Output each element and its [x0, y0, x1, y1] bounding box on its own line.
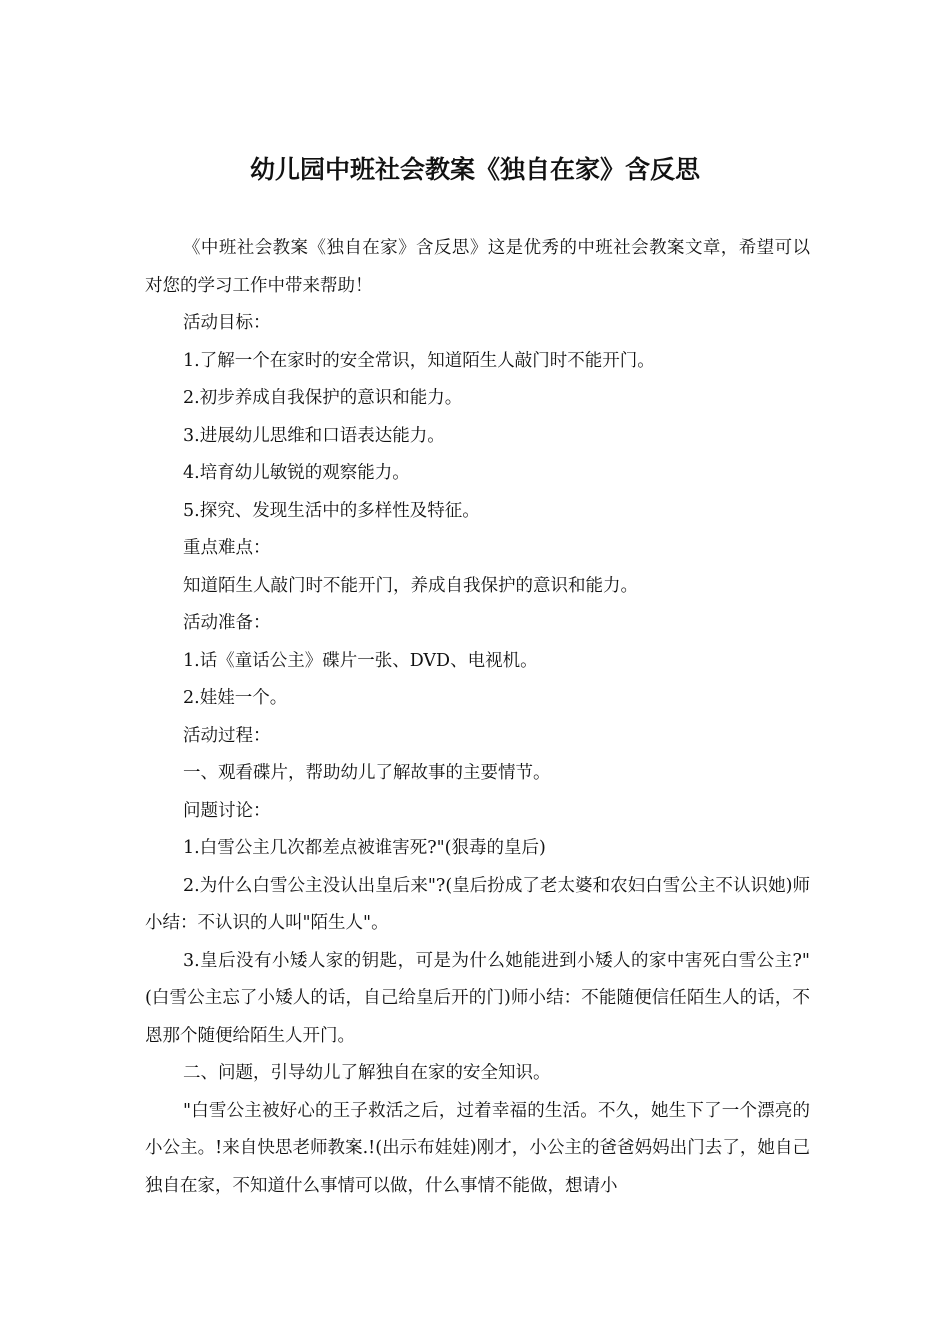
document-title: 幼儿园中班社会教案《独自在家》含反思: [249, 155, 700, 184]
section-heading-goals: 活动目标：: [183, 313, 271, 333]
process-step: 二、问题，引导幼儿了解独自在家的安全知识。: [183, 1063, 551, 1083]
goal-item: 4.培育幼儿敏锐的观察能力。: [183, 463, 410, 483]
document-body: [145, 230, 810, 1205]
preparation-item: 2.娃娃一个。: [183, 688, 288, 708]
section-heading-preparation: 活动准备：: [183, 613, 271, 633]
process-step: 一、观看碟片，帮助幼儿了解故事的主要情节。: [183, 763, 551, 783]
section-heading-key-points: 重点难点：: [183, 538, 271, 558]
goal-item: 2.初步养成自我保护的意识和能力。: [183, 388, 463, 408]
preparation-item: 1.话《童话公主》碟片一张、DVD、电视机。: [183, 650, 538, 671]
discussion-item: 3.皇后没有小矮人家的钥匙，可是为什么她能进到小矮人的家中害死白雪公主?"(白雪公主忘了小矮人的话，自己给皇后开的门)师小结：不能随便信任陌生人的话，不恩那个随便给陌生人开门。: [145, 950, 810, 1046]
goal-item: 3.进展幼儿思维和口语表达能力。: [183, 425, 445, 446]
discussion-item: 2.为什么白雪公主没认出皇后来"?(皇后扮成了老太婆和农妇白雪公主不认识她)师小结：不认识的人叫"陌生人"。: [145, 875, 810, 933]
story-paragraph: "白雪公主被好心的王子救活之后，过着幸福的生活。不久，她生下了一个漂亮的小公主。!来自快思老师教案.!(出示布娃娃)刚才，小公主的爸爸妈妈出门去了，她自己独自在家，不知道什么事情可以做，什么事情不能做，想请小: [145, 1100, 810, 1196]
goal-item: 5.探究、发现生活中的多样性及特征。: [183, 500, 480, 521]
goal-item: 1.了解一个在家时的安全常识，知道陌生人敲门时不能开门。: [183, 350, 655, 371]
discussion-item: 1.白雪公主几次都差点被谁害死?"(狠毒的皇后): [183, 838, 546, 858]
discussion-heading: 问题讨论：: [183, 800, 271, 821]
key-points-text: 知道陌生人敲门时不能开门，养成自我保护的意识和能力。: [183, 575, 638, 596]
section-heading-process: 活动过程：: [183, 725, 271, 746]
intro-paragraph: 《中班社会教案《独自在家》含反思》这是优秀的中班社会教案文章，希望可以对您的学习工作中带来帮助！: [145, 238, 810, 296]
